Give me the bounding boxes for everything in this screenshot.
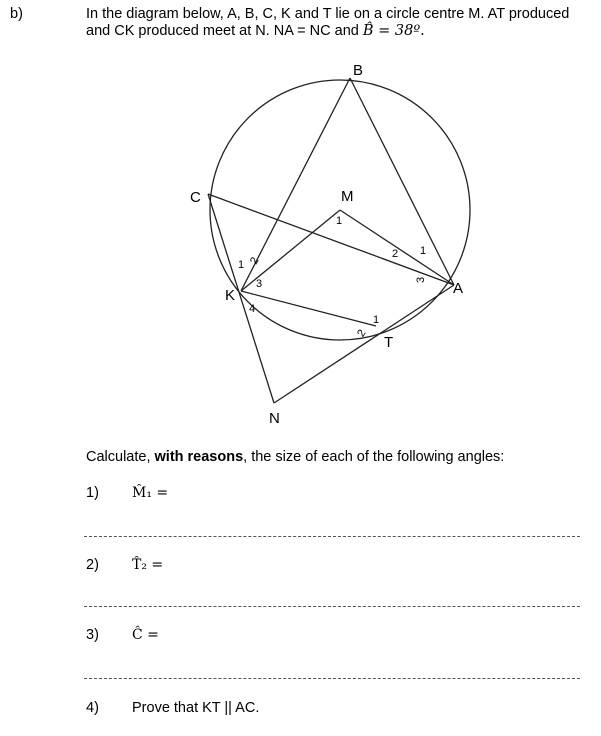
instructions xyxy=(86,449,504,466)
intro-line-1: In the diagram below, A, B, C, K and T lie on a circle centre M. AT produced xyxy=(86,6,570,22)
question-4-number: 4) xyxy=(86,700,99,716)
answer-line-1 xyxy=(84,536,580,537)
label-t: T xyxy=(384,334,394,351)
question-1-number: 1) xyxy=(86,485,99,501)
angle-k2: 2 xyxy=(248,255,262,267)
label-a: A xyxy=(453,280,464,297)
part-label: b) xyxy=(10,6,23,22)
angle-t2: 2 xyxy=(355,327,369,340)
instructions-prefix: Calculate, xyxy=(86,449,155,465)
answer-line-2 xyxy=(84,606,580,607)
label-b: B xyxy=(353,62,364,79)
angle-m1: 1 xyxy=(336,215,343,227)
angle-k3: 3 xyxy=(256,278,263,290)
question-1-expression: M̂₁ = xyxy=(132,485,169,501)
label-n: N xyxy=(269,410,280,427)
angle-a3: 3 xyxy=(415,276,427,283)
label-k: K xyxy=(225,287,236,304)
line-c-n xyxy=(208,194,274,403)
question-4-text: Prove that KT || AC. xyxy=(132,700,260,716)
instructions-bold: with reasons xyxy=(154,449,244,465)
line-k-t xyxy=(241,291,376,326)
angle-a1: 1 xyxy=(420,245,427,257)
question-3-expression: Ĉ = xyxy=(132,627,159,643)
question-3-number: 3) xyxy=(86,627,99,643)
line-b-a xyxy=(350,78,454,285)
label-c: C xyxy=(190,189,201,206)
question-2-number: 2) xyxy=(86,557,99,573)
line-a-n xyxy=(274,285,454,403)
intro-line-2-text: and CK produced meet at N. NA = NC and xyxy=(86,23,363,39)
angle-k1: 1 xyxy=(238,259,245,271)
angle-t1: 1 xyxy=(373,314,380,326)
instructions-suffix: , the size of each of the following angles: xyxy=(243,449,505,465)
angle-b-value: B̂ = 38º. xyxy=(362,23,425,39)
answer-line-3 xyxy=(84,678,580,679)
label-m: M xyxy=(341,188,354,205)
question-2-expression: T̂₂ = xyxy=(132,557,164,573)
angle-a2: 2 xyxy=(392,248,399,260)
angle-k4: 4 xyxy=(249,303,256,315)
line-c-a xyxy=(208,194,454,285)
